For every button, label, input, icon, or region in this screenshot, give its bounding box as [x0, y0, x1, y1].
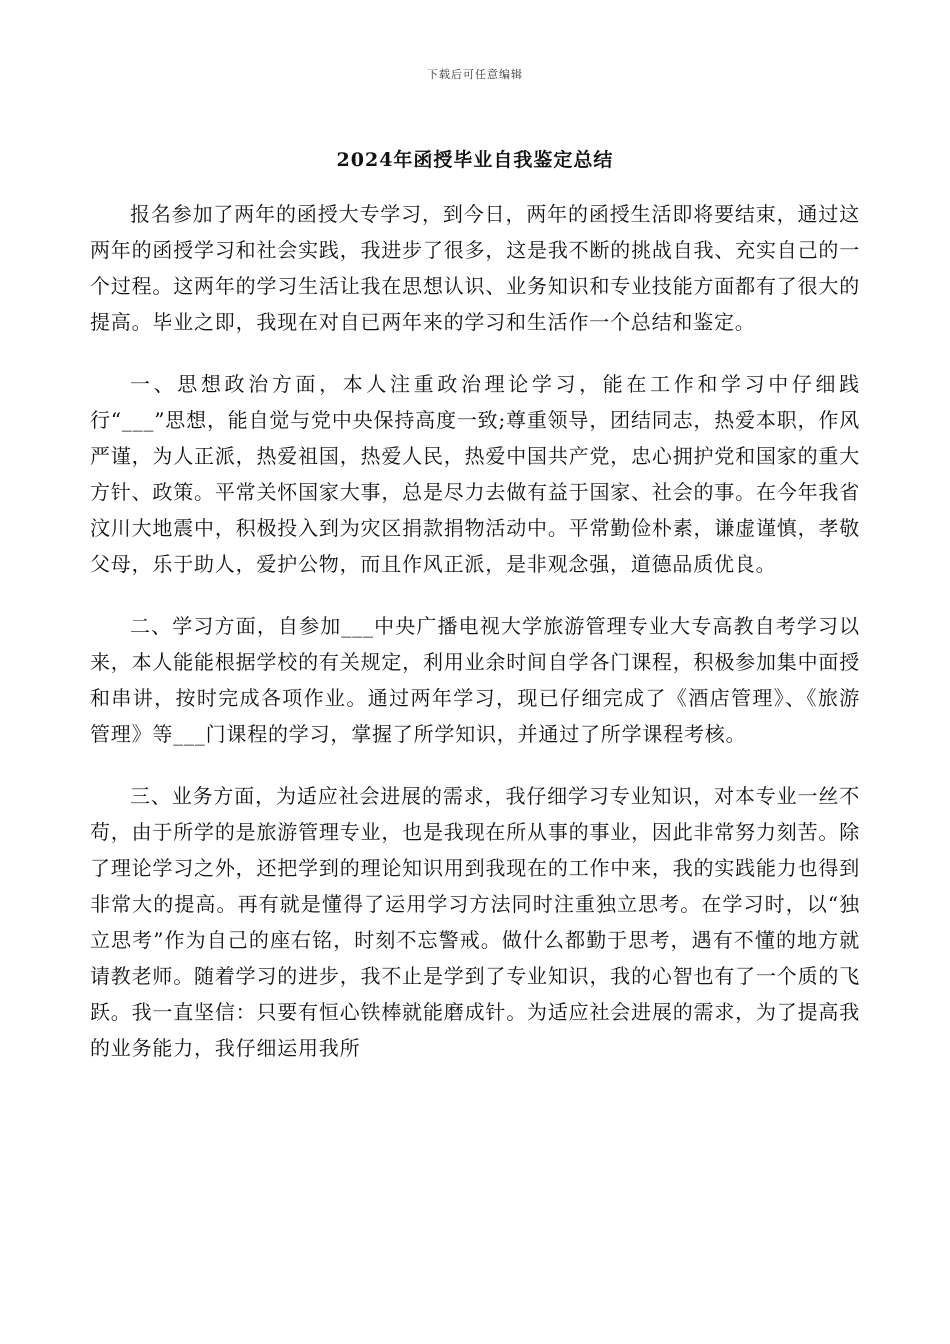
document-title: 2024年函授毕业自我鉴定总结	[336, 149, 614, 171]
paragraph-political: 一、思想政治方面，本人注重政治理论学习，能在工作和学习中仔细践行“___”思想，能自觉与党中央保持高度一致;尊重领导，团结同志，热爱本职，作风严谨，为人正派，热爱祖国，热爱人民，热爱中国共产党，忠心拥护党和国家的重大方针、政策。平常关怀国家大事，总是尽力去做有益于国家、社会的事。在今年我省汶川大地震中，积极投入到为灾区捐款捐物活动中。平常勤俭朴素，谦虚谨慎，孝敬父母，乐于助人，爱护公物，而且作风正派，是非观念强，道德品质优良。	[90, 372, 860, 576]
paragraph-intro: 报名参加了两年的函授大专学习，到今日，两年的函授生活即将要结束，通过这两年的函授学习和社会实践，我进步了很多，这是我不断的挑战自我、充实自己的一个过程。这两年的学习生活让我在思想认识、业务知识和专业技能方面都有了很大的提高。毕业之即，我现在对自已两年来的学习和生活作一个总结和鉴定。	[90, 202, 860, 334]
paragraph-business: 三、业务方面，为适应社会进展的需求，我仔细学习专业知识，对本专业一丝不苟，由于所学的是旅游管理专业，也是我现在所从事的事业，因此非常努力刻苦。除了理论学习之外，还把学到的理论知识用到我现在的工作中来，我的实践能力也得到非常大的提高。再有就是懂得了运用学习方法同时注重独立思考。在学习时，以“独立思考”作为自己的座右铭，时刻不忘警戒。做什么都勤于思考，遇有不懂的地方就请教老师。随着学习的进步，我不止是学到了专业知识，我的心智也有了一个质的飞跃。我一直坚信：只要有恒心铁棒就能磨成针。为适应社会进展的需求，为了提高我的业务能力，我仔细运用我所	[90, 784, 860, 1060]
header-note: 下载后可任意编辑	[427, 68, 523, 81]
document-body	[90, 196, 860, 1092]
paragraph-study: 二、学习方面，自参加___中央广播电视大学旅游管理专业大专高教自考学习以来，本人能能根据学校的有关规定，利用业余时间自学各门课程，积极参加集中面授和串讲，按时完成各项作业。通过两年学习，现已仔细完成了《酒店管理》、《旅游管理》等___门课程的学习，掌握了所学知识，并通过了所学课程考核。	[90, 614, 860, 746]
